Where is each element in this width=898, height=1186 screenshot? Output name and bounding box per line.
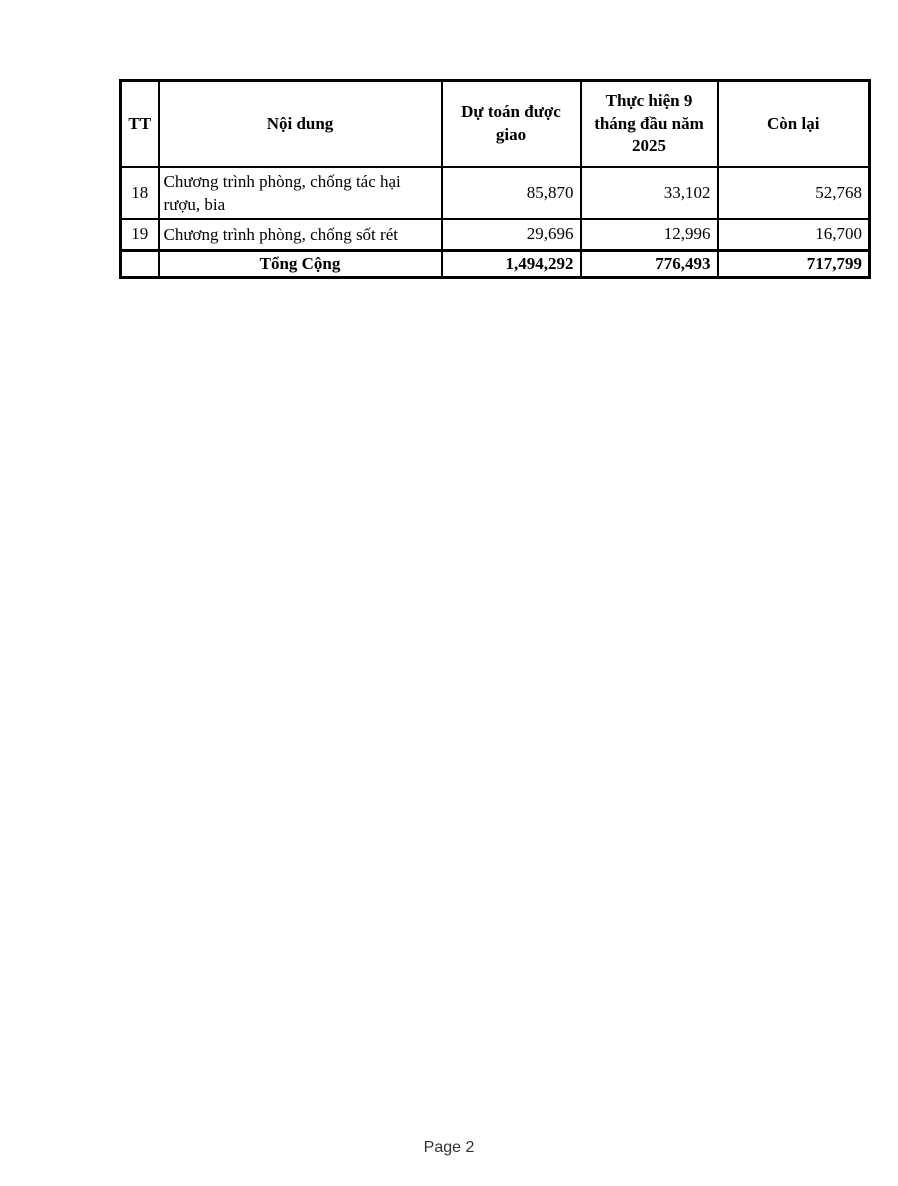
header-cell-du-toan: Dự toán được giao [442,81,581,167]
header-cell-noi-dung: Nội dung [159,81,442,167]
cell-tt: 18 [121,167,159,219]
cell-noi-dung: Chương trình phòng, chống sốt rét [159,219,442,251]
page-number: Page 2 [423,1139,475,1156]
table-row [121,219,870,251]
cell-thuc-hien: 33,102 [581,167,718,219]
header-cell-tt: TT [121,81,159,167]
cell-du-toan: 29,696 [442,219,581,251]
total-du-toan: 1,494,292 [442,251,581,278]
table-row [121,167,870,219]
total-thuc-hien: 776,493 [581,251,718,278]
cell-du-toan: 85,870 [442,167,581,219]
cell-noi-dung: Chương trình phòng, chống tác hại rượu, bia [159,167,442,219]
total-label: Tổng Cộng [159,251,442,278]
budget-table [119,79,871,279]
table-total-row [121,251,870,278]
cell-thuc-hien: 12,996 [581,219,718,251]
header-cell-con-lai: Còn lại [718,81,870,167]
table-header-row [121,81,870,167]
cell-total-tt-empty [121,251,159,278]
cell-tt: 19 [121,219,159,251]
header-cell-thuc-hien: Thực hiện 9 tháng đầu năm 2025 [581,81,718,167]
cell-con-lai: 52,768 [718,167,870,219]
total-con-lai: 717,799 [718,251,870,278]
cell-con-lai: 16,700 [718,219,870,251]
